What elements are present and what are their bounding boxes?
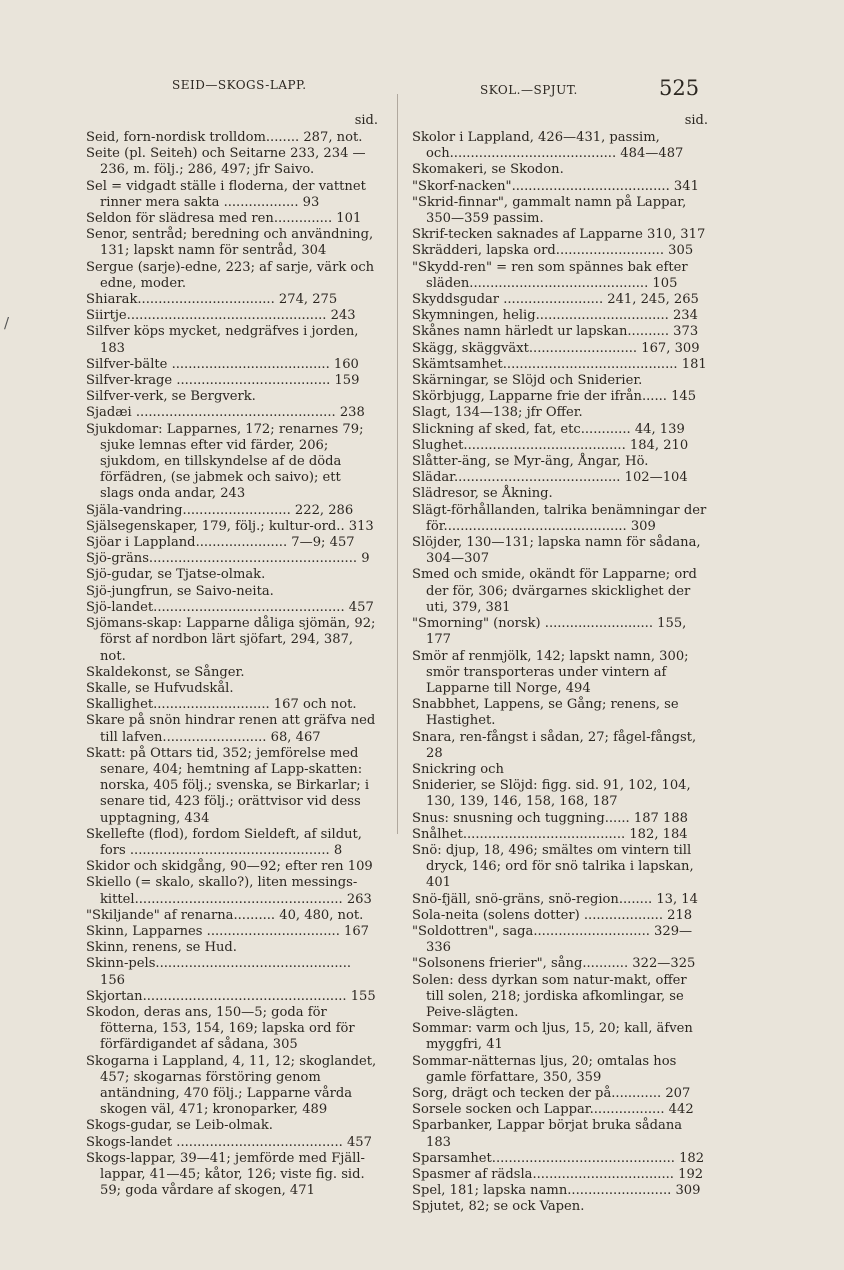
index-entry: Skrif-tecken saknades af Lapparne 310, 317 <box>412 227 706 243</box>
index-entry: Slagt, 134—138; jfr Offer. <box>412 405 583 421</box>
index-entry: Seldon för slädresa med ren.............. 101 <box>86 211 362 227</box>
index-entry: Sparsamhet............................................ 182 <box>412 1150 705 1166</box>
index-entry: Snålhet....................................... 182, 184 <box>412 826 688 842</box>
index-entry: Skörbjugg, Lapparne frie der ifrån...... 145 <box>412 389 697 405</box>
index-entry: Skellefte (flod), fordom Sieldeft, af sildut, fors ................................................ 8 <box>86 826 362 858</box>
index-entry: Silfver köps mycket, nedgräfves i jorden, 183 <box>86 324 359 356</box>
index-entry: Sjö-gräns.................................................. 9 <box>86 551 370 567</box>
index-entry: Solen: dess dyrkan som natur-makt, offer till solen, 218; jordiska afkomlingar, se Peive-slägten. <box>412 972 687 1020</box>
index-entry: Sola-neita (solens dotter) ................... 218 <box>412 907 693 923</box>
index-entry: Skogs-gudar, se Leib-olmak. <box>86 1118 273 1134</box>
right-sid-label: sid. <box>684 113 708 128</box>
index-entry: Slöjder, 130—131; lapska namn för sådana, 304—307 <box>412 535 701 567</box>
index-entry: Sjö-gudar, se Tjatse-olmak. <box>86 567 266 583</box>
index-entry: Skare på snön hindrar renen att gräfva ned till lafven......................... 68, 467 <box>86 713 376 745</box>
index-entry: Spasmer af rädsla.................................. 192 <box>412 1167 704 1182</box>
index-entry: "Skiljande" af renarna.......... 40, 480, not. <box>86 907 364 923</box>
right-entry-list <box>412 130 708 1216</box>
index-entry: Själa-vandring.......................... 222, 286 <box>86 502 354 518</box>
index-entry: "Solsonens frierier", sång........... 322—325 <box>412 956 696 972</box>
index-entry: Sjömans-skap: Lapparne dåliga sjömän, 92; först af nordbon lärt sjöfart, 294, 387, not. <box>86 616 376 664</box>
index-entry: Skånes namn härledt ur lapskan.......... 373 <box>412 324 699 340</box>
left-sid-label: sid. <box>354 113 378 128</box>
index-entry: Skiello (= skalo, skallo?), liten messings-kittel.................................................. 263 <box>86 875 372 907</box>
index-entry: Sommar-nätternas ljus, 20; omtalas hos gamle författare, 350, 359 <box>412 1053 677 1085</box>
index-entry: "Smorning" (norsk) .......................... 155, 177 <box>412 616 687 648</box>
index-entry: Seite (pl. Seiteh) och Seitarne 233, 234 —236, m. följ.; 286, 497; jfr Saivo. <box>86 146 366 178</box>
index-entry: Siirtje................................................ 243 <box>86 308 356 324</box>
index-entry: Silfver-verk, se Bergverk. <box>86 389 256 405</box>
index-entry: Skaldekonst, se Sånger. <box>86 664 245 680</box>
index-entry: Skodon, deras ans, 150—5; goda för fötterna, 153, 154, 169; lapska ord för förfärdigandet af sådana, 305 <box>86 1004 355 1053</box>
index-entry: Snabbhet, Lappens, se Gång; renens, se Hastighet. <box>412 697 679 729</box>
index-entry: Sjöar i Lappland...................... 7—9; 457 <box>86 535 355 551</box>
index-entry: Skolor i Lappland, 426—431, passim, och........................................ 484—487 <box>412 130 684 162</box>
index-entry: Skämtsamhet.......................................... 181 <box>412 356 707 372</box>
left-entry-list <box>86 130 378 1199</box>
index-entry: Snus: snusning och tuggning...... 187 188 <box>412 810 689 826</box>
running-head-left: SEID—SKOGS-LAPP. <box>172 78 307 92</box>
index-entry: Sjadæi ................................................ 238 <box>86 405 365 421</box>
index-entry: Skyddsgudar ........................ 241, 245, 265 <box>412 292 699 308</box>
index-entry: "Skorf-nacken"...................................... 341 <box>412 178 699 194</box>
index-entry: Snara, ren-fångst i sådan, 27; fågel-fångst, 28 <box>412 729 697 761</box>
index-entry: Sorg, drägt och tecken der på............ 207 <box>412 1085 691 1101</box>
index-entry: Skomakeri, se Skodon. <box>412 162 564 178</box>
running-head-right: SKOL.—SPJUT. <box>480 83 578 97</box>
right-index-column <box>412 112 708 1216</box>
index-entry: Slädresor, se Åkning. <box>412 486 553 502</box>
index-entry: Sel = vidgadt ställe i floderna, der vattnet rinner mera sakta .................. 93 <box>86 178 366 210</box>
index-entry: "Skydd-ren" = ren som spännes bak efter släden........................................... 105 <box>412 259 688 291</box>
index-entry: Sommar: varm och ljus, 15, 20; kall, äfven myggfri, 41 <box>412 1021 693 1053</box>
column-divider <box>397 94 398 834</box>
index-entry: Skägg, skäggväxt.......................... 167, 309 <box>412 340 700 356</box>
page-number: 525 <box>659 76 700 100</box>
index-entry: Smör af renmjölk, 142; lapskt namn, 300; smör transporteras under vintern af Lapparne till Norge, 494 <box>412 648 689 696</box>
index-entry: Smed och smide, okändt för Lapparne; ord der för, 306; dvärgarnes skicklighet der uti, 379, 381 <box>412 567 697 615</box>
index-entry: Slägt-förhållanden, talrika benämningar der för............................................ 309 <box>412 502 707 534</box>
index-entry: Seid, forn-nordisk trolldom........ 287, not. <box>86 130 363 145</box>
index-entry: Slughet....................................... 184, 210 <box>412 437 689 453</box>
index-entry: Sjö-jungfrun, se Saivo-neita. <box>86 583 274 599</box>
left-index-column <box>86 112 378 1199</box>
index-entry: Sergue (sarje)-edne, 223; af sarje, värk och edne, moder. <box>86 259 375 291</box>
index-entry: Slickning af sked, fat, etc............ 44, 139 <box>412 421 685 437</box>
index-entry: Skärningar, se Slöjd och Sniderier. <box>412 373 643 389</box>
index-entry: Snö: djup, 18, 496; smältes om vintern till dryck, 146; ord för snö talrika i lapskan, 401 <box>412 842 694 891</box>
index-entry: "Skrid-finnar", gammalt namn på Lappar, 350—359 passim. <box>412 194 687 227</box>
index-entry: Shiarak................................. 274, 275 <box>86 292 338 308</box>
index-entry: Skinn, renens, se Hud. <box>86 940 237 956</box>
index-entry: Sorsele socken och Lappar.................. 442 <box>412 1102 694 1118</box>
index-entry: Sniderier, se Slöjd: figg. sid. 91, 102, 104, 130, 139, 146, 158, 168, 187 <box>412 778 691 810</box>
index-entry: Silfver-krage ..................................... 159 <box>86 373 360 389</box>
index-entry: Skatt: på Ottars tid, 352; jemförelse med senare, 404; hemtning af Lapp-skatten: norska, 405 följ.; svenska, se Birkarlar; i senare tid, 423 följ.; orättvisor vid dess upptagning, 434 <box>86 745 370 826</box>
index-entry: Spel, 181; lapska namn......................... 309 <box>412 1183 701 1199</box>
index-entry: Silfver-bälte ...................................... 160 <box>86 356 359 372</box>
index-entry: Snickring och <box>412 761 504 777</box>
index-entry: Skrädderi, lapska ord.......................... 305 <box>412 243 694 259</box>
index-entry: Skallighet............................ 167 och not. <box>86 697 357 713</box>
index-entry: "Soldottren", saga............................ 329—336 <box>412 923 693 956</box>
index-entry: Skidor och skidgång, 90—92; efter ren 109 <box>86 859 373 875</box>
index-entry: Snö-fjäll, snö-gräns, snö-region........ 13, 14 <box>412 891 698 907</box>
index-entry: Sparbanker, Lappar börjat bruka sådana 183 <box>412 1118 683 1150</box>
margin-pencil-mark: / <box>4 314 10 332</box>
index-entry: Skogs-landet ........................................ 457 <box>86 1134 372 1150</box>
index-entry: Spjutet, 82; se ock Vapen. <box>412 1199 585 1215</box>
index-entry: Själsegenskaper, 179, följ.; kultur-ord.. 313 <box>86 518 374 534</box>
index-entry: Slåtter-äng, se Myr-äng, Ångar, Hö. <box>412 454 649 470</box>
index-entry: Skalle, se Hufvudskål. <box>86 680 234 696</box>
index-entry: Skymningen, helig................................ 234 <box>412 308 698 324</box>
index-entry: Skogs-lappar, 39—41; jemförde med Fjäll-lappar, 41—45; kåtor, 126; viste fig. sid. 59; goda vårdare af skogen, 471 <box>86 1150 365 1199</box>
index-entry: Sjö-landet.............................................. 457 <box>86 599 374 615</box>
index-entry: Sjukdomar: Lapparnes, 172; renarnes 79; sjuke lemnas efter vid färder, 206; sjukdom, en tillskyndelse af de döda förfädren, (se jabmek och saivo); ett slags onda andar, 243 <box>86 421 364 502</box>
index-entry: Skjortan................................................. 155 <box>86 988 376 1004</box>
index-entry: Skinn, Lapparnes ................................ 167 <box>86 923 370 939</box>
index-entry: Skogarna i Lappland, 4, 11, 12; skoglandet, 457; skogarnas förstöring genom antändning, 470 följ.; Lapparne vårda skogen väl, 471; kronoparker, 489 <box>86 1053 377 1118</box>
index-entry: Senor, sentråd; beredning och användning, 131; lapskt namn för sentråd, 304 <box>86 227 374 259</box>
index-entry: Skinn-pels............................................... 156 <box>86 956 352 988</box>
index-entry: Slädar........................................ 102—104 <box>412 470 688 486</box>
